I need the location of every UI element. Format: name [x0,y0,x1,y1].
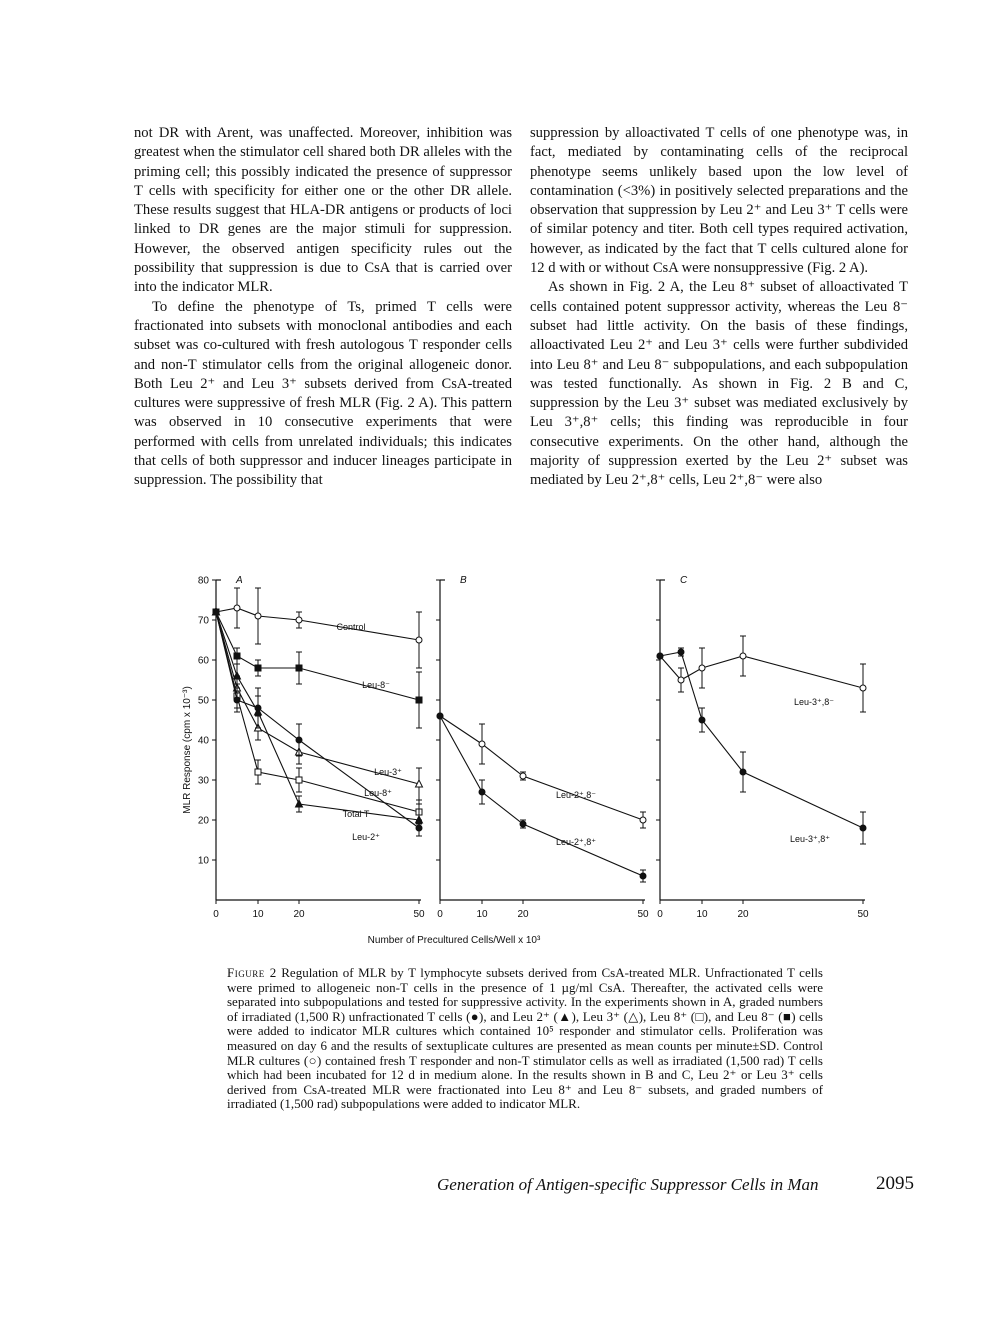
series-label-leu-2-pos-8-pos: Leu-2⁺,8⁺ [555,837,597,847]
series-label-leu-3-pos: Leu-3⁺ [374,767,402,777]
series-label-leu-3-pos-8-neg: Leu-3⁺,8⁻ [793,697,835,707]
series-line-leu-2-pos-8-pos [440,716,643,876]
data-point-leu-3-pos-8-pos [740,769,746,775]
series-label-leu-2-pos-8-neg: Leu-2⁺,8⁻ [555,790,597,800]
x-tick-label: 0 [213,909,219,920]
y-tick-label: 40 [197,735,209,747]
series-label-leu-3-pos-8-pos: Leu-3⁺,8⁺ [789,834,831,844]
data-point-leu-3-pos-8-pos [678,649,684,655]
x-tick-label: 20 [293,909,305,920]
series-line-leu-3-pos [216,612,419,784]
data-point-leu-2-pos-8-pos [520,821,526,827]
series-line-leu-3-pos-8-pos [660,652,863,828]
y-tick-label: 60 [197,655,209,667]
data-point-leu-8-neg [296,665,302,671]
y-tick-label: 30 [197,775,209,787]
figure-2-chart [170,570,890,960]
data-point-total-t [296,737,302,743]
y-tick-label: 70 [197,615,209,627]
data-point-leu-2-pos-8-pos [640,873,646,879]
caption-lead: Figure 2 [227,965,277,980]
data-point-leu-3-pos-8-neg [740,653,746,659]
data-point-leu-2-pos-8-neg [479,741,485,747]
x-tick-label: 50 [857,909,869,920]
series-line-control [216,608,419,640]
data-point-leu-8-neg [234,653,240,659]
panel-letter-b: B [460,575,467,586]
x-tick-label: 10 [252,909,264,920]
data-point-total-t [234,697,240,703]
data-point-leu-3-pos-8-pos [657,653,663,659]
data-point-leu-8-pos [255,769,261,775]
data-point-leu-3-pos-8-neg [699,665,705,671]
x-tick-label: 0 [437,909,443,920]
x-tick-label: 0 [657,909,663,920]
data-point-leu-2-pos-8-neg [640,817,646,823]
figure-2 [170,570,890,960]
y-tick-label: 10 [197,855,209,867]
running-footer-title: Generation of Antigen-specific Suppressor Cells in Man [437,1175,819,1194]
data-point-leu-3-pos-8-pos [699,717,705,723]
data-point-leu-8-neg [416,697,422,703]
figure-caption [227,966,823,1112]
x-tick-label: 10 [696,909,708,920]
series-label-total-t: Total T [342,809,370,819]
data-point-control [416,637,422,643]
series-label-leu-2-pos: Leu-2⁺ [352,832,380,842]
series-label-control: Control [336,622,366,632]
y-tick-label: 20 [197,815,209,827]
left-paragraph-2: To define the phenotype of Ts, primed T cells were fractionated into subsets with monoclonal antibodies and each subset was co-cultured with fresh autologous T responder cells and non-T stimulator cells from the original allogeneic donor. Both Leu 2⁺ and Leu 3⁺ subsets derived from CsA-treated cultures were suppressive of fresh MLR (Fig. 2 A). This pattern was observed in 10 consecutive experiments that were performed with cells from unrelated individuals; this indicates that cells of both suppressor and inducer lineages participate in suppression. The possibility that [134,298,512,489]
panel-letter-c: C [680,575,688,586]
series-label-leu-8-pos: Leu-8⁺ [364,788,392,798]
data-point-leu-8-neg [255,665,261,671]
data-point-control [234,605,240,611]
data-point-control [296,617,302,623]
x-tick-label: 20 [517,909,529,920]
page-number: 2095 [876,1173,914,1194]
data-point-leu-3-pos-8-neg [678,677,684,683]
panel-c [656,575,869,920]
data-point-leu-2-pos-8-pos [479,789,485,795]
x-axis-label: Number of Precultured Cells/Well x 10³ [367,935,541,946]
data-point-leu-2-pos-8-pos [437,713,443,719]
panel-a [198,575,425,920]
series-line-leu-8-pos [216,612,419,812]
y-axis-label: MLR Response (cpm x 10⁻³) [182,686,193,814]
x-tick-label: 10 [476,909,488,920]
panel-letter-a: A [236,575,243,586]
series-label-leu-8-neg: Leu-8⁻ [362,680,390,690]
data-point-leu-2-pos [296,800,303,807]
data-point-leu-3-pos-8-neg [860,685,866,691]
data-point-leu-8-pos [296,777,302,783]
right-column [530,124,908,491]
data-point-leu-3-pos-8-pos [860,825,866,831]
left-paragraph-1: not DR with Arent, was unaffected. Moreover, inhibition was greatest when the stimulator cell shared both DR alleles with the priming cell; this possibly indicated the presence of suppressor T cells with specificity for either one or the other DR allele. These results suggest that HLA-DR antigens or products of loci linked to DR genes are the major stimuli for suppression. However, the observed antigen specificity rules out the possibility that suppression is due to CsA that is carried over into the indicator MLR. [134,125,512,296]
x-tick-label: 50 [413,909,425,920]
x-tick-label: 20 [737,909,749,920]
data-point-leu-2-pos-8-neg [520,773,526,779]
caption-text: Regulation of MLR by T lymphocyte subsets derived from CsA-treated MLR. Unfractionated T cells were primed to allogeneic non-T cells in the presence of 1 µg/ml CsA. Thereafter, the activated cells were separated into subpopulations and tested for suppressive activity. In the experiments shown in A, graded numbers of irradiated (1,500 R) unfractionated T cells (●), and Leu 2⁺ (▲), Leu 3⁺ (△), Leu 8⁺ (□), and Leu 8⁻ (■) cells were added to indicator MLR cultures which contained 10⁵ responder and stimulator cells. Proliferation was measured on day 6 and the results of sextuplicate cultures are presented as mean counts per minute±SD. Control MLR cultures (○) contained fresh T responder and non-T stimulator cells as well as irradiated (1,500 rad) T cells which had been incubated for 12 d in medium alone. In the results shown in B and C, Leu 2⁺ or Leu 3⁺ cells derived from CsA-treated MLR were fractionated into Leu 8⁺ and Leu 8⁻ subsets, and graded numbers of irradiated (1,500 rad) subpopulations were added to indicator MLR. [227,965,823,1112]
right-paragraph-1: suppression by alloactivated T cells of one phenotype was, in fact, mediated by contaminating cells of the reciprocal phenotype seems unlikely based upon the low level of contamination (<3%) in positively selected preparations and the observation that suppression by Leu 2⁺ and Leu 3⁺ T cells were of similar potency and titer. Both cell types required activation, however, as indicated by the fact that T cells cultured alone for 12 d with or without CsA were nonsuppressive (Fig. 2 A). [530,125,908,277]
y-tick-label: 80 [197,575,209,587]
panel-b [436,575,649,920]
left-column [134,124,512,491]
y-tick-label: 50 [197,695,209,707]
series-line-leu-2-pos-8-neg [440,716,643,820]
data-point-control [255,613,261,619]
x-tick-label: 50 [637,909,649,920]
right-paragraph-2: As shown in Fig. 2 A, the Leu 8⁺ subset of alloactivated T cells contained potent suppressor activity, whereas the Leu 8⁻ subset had little activity. On the basis of these findings, alloactivated Leu 2⁺ and Leu 3⁺ cells were further subdivided into Leu 8⁺ and Leu 8⁻ subpopulations, and each subpopulation was tested functionally. As shown in Fig. 2 B and C, suppression by the Leu 3⁺ subset was mediated exclusively by Leu 3⁺,8⁺ cells; this finding was reproducible in four consecutive experiments. On the other hand, although the majority of suppression exerted by the Leu 2⁺ subset was mediated by Leu 2⁺,8⁺ cells, Leu 2⁺,8⁻ were also [530,279,908,489]
